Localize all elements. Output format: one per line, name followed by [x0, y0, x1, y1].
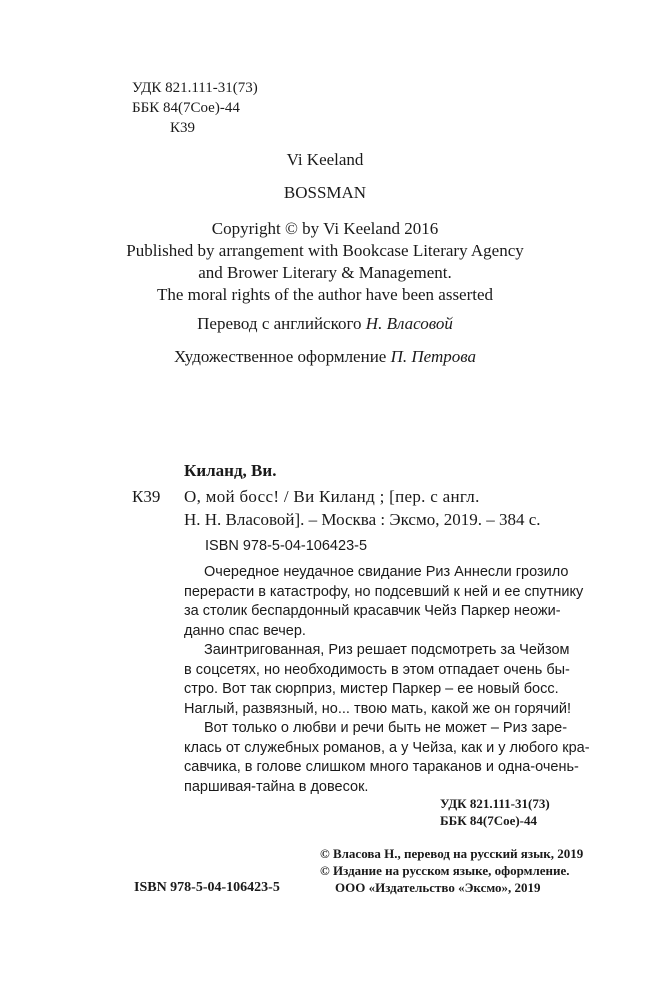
annotation-line: в соцсетях, но необходимость в этом отпадает очень бы- [184, 661, 570, 678]
catalog-description-line: Н. Н. Власовой]. – Москва : Эксмо, 2019. – 384 с. [184, 510, 541, 529]
author-mark: К39 [170, 120, 196, 136]
udk-code: УДК 821.111-31(73) [132, 80, 258, 96]
bbk-code-bottom: ББК 84(7Сое)-44 [440, 813, 538, 828]
annotation-line: Вот только о любви и речи быть не может – Риз заре- [204, 720, 568, 736]
annotation-line: Наглый, развязный, но... твою мать, какой же он горячий! [184, 700, 571, 717]
copyright-line: The moral rights of the author have been asserted [156, 285, 494, 304]
copyright-translation: © Власова Н., перевод на русский язык, 2019 [320, 846, 584, 861]
translator-name: Н. Власовой [365, 314, 453, 333]
copyright-block [0, 218, 650, 306]
catalog-description-line: О, мой босс! / Ви Киланд ; [пер. с англ. [184, 487, 480, 506]
annotation [184, 563, 590, 797]
copyright-line: Published by arrangement with Bookcase Literary Agency [126, 241, 524, 260]
annotation-line: Очередное неудачное свидание Риз Аннесли грозило [204, 564, 569, 580]
annotation-line: данно спас вечер. [184, 622, 306, 639]
annotation-line: паршивая-тайна в довесок. [184, 778, 369, 795]
copyright-edition: © Издание на русском языке, оформление. [320, 863, 570, 878]
annotation-line: савчика, в голове слишком много тараканов и одна-очень- [184, 759, 579, 775]
annotation-line: стро. Вот так сюрприз, мистер Паркер – ее новый босс. [184, 681, 559, 697]
annotation-line: Заинтригованная, Риз решает подсмотреть за Чейзом [204, 642, 570, 658]
design-credit [0, 347, 650, 367]
catalog-mark: К39 [132, 487, 161, 506]
original-author: Vi Keeland [286, 150, 364, 169]
catalog-author: Киланд, Ви. [184, 461, 277, 480]
original-title: BOSSMAN [283, 183, 367, 202]
design-label: Художественное оформление [173, 347, 387, 366]
footer-isbn: ISBN 978-5-04-106423-5 [134, 880, 280, 895]
bbk-code: ББК 84(7Сое)-44 [132, 100, 240, 116]
annotation-line: за столик беспардонный красавчик Чейз Паркер неожи- [184, 603, 561, 619]
annotation-line: клась от служебных романов, а у Чейза, как и у любого кра- [184, 739, 590, 756]
translation-label: Перевод с английского [197, 314, 362, 333]
catalog-isbn: ISBN 978-5-04-106423-5 [205, 538, 368, 554]
classification-codes [132, 78, 258, 138]
copyright-line: Copyright © by Vi Keeland 2016 [211, 219, 439, 238]
publisher-copyright: ООО «Издательство «Эксмо», 2019 [335, 880, 541, 895]
copyright-line: and Brower Literary & Management. [198, 263, 452, 282]
translation-credit [0, 314, 650, 334]
udk-code-bottom: УДК 821.111-31(73) [440, 796, 550, 811]
annotation-line: перерасти в катастрофу, но подсевший к ней и ее спутнику [184, 583, 584, 600]
designer-name: П. Петрова [390, 347, 477, 366]
